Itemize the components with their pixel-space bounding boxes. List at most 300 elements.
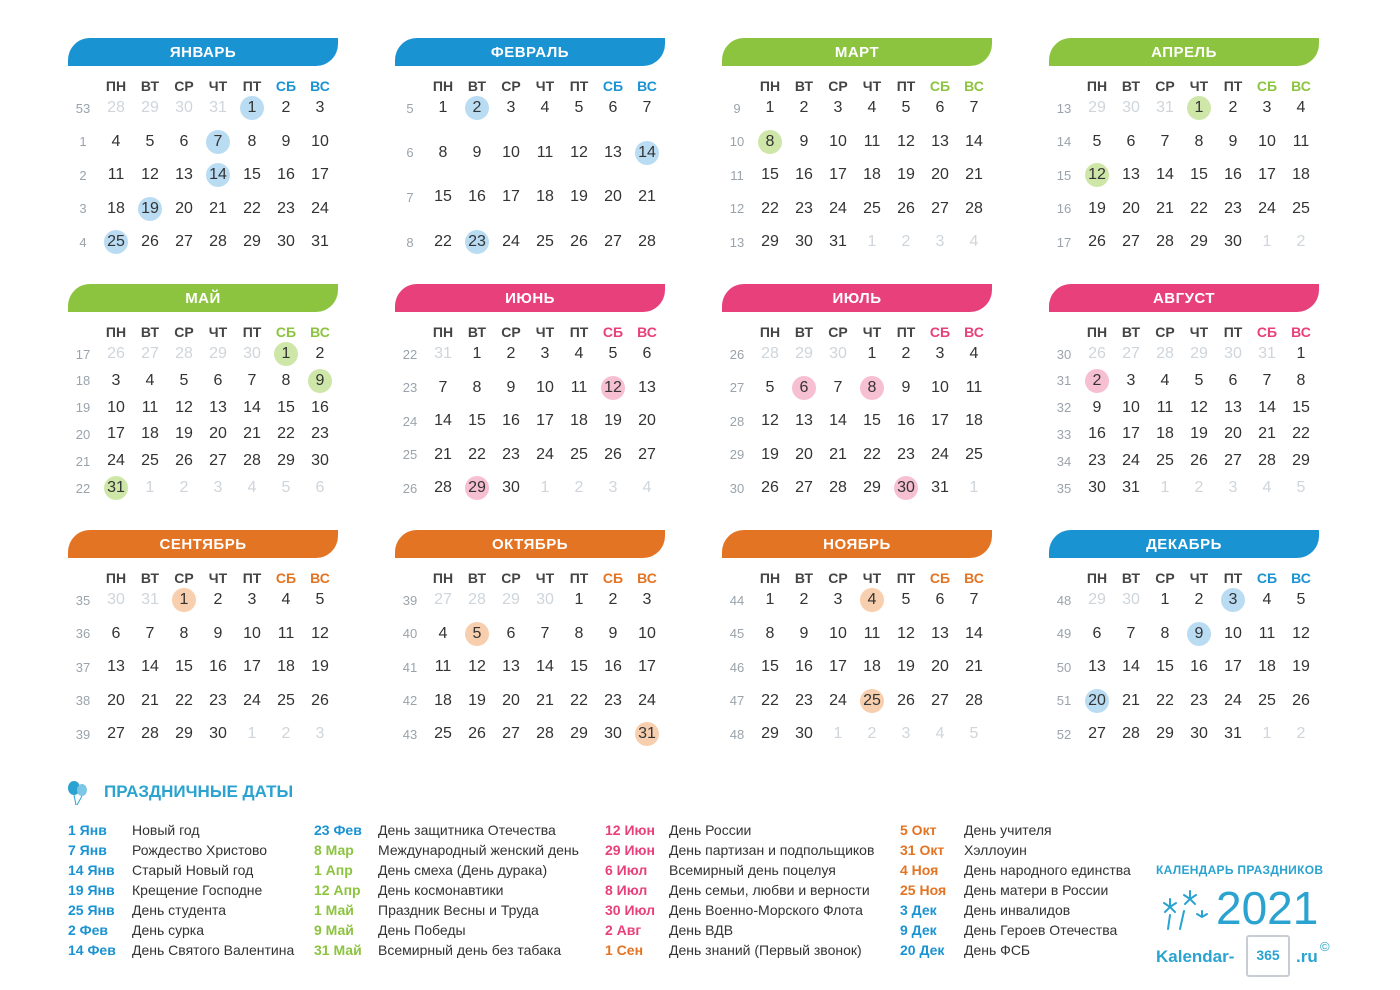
day-number: 26	[761, 479, 779, 496]
day-number: 20	[209, 425, 227, 443]
holiday-name: Крещение Господне	[132, 882, 263, 898]
holiday-date: 2 Авг	[605, 922, 642, 938]
day-cell	[1286, 421, 1316, 447]
day-number: 13	[1224, 398, 1242, 416]
weekday-header: СБ	[602, 78, 624, 94]
day-cell	[101, 368, 131, 394]
day-number: 24	[311, 199, 329, 217]
week-number: 31	[1056, 373, 1072, 389]
day-number: 2	[901, 345, 911, 362]
month-header: АВГУСТ	[1049, 284, 1319, 312]
weekday-header: ВТ	[1121, 570, 1141, 586]
day-number: 28	[1258, 452, 1276, 470]
day-number: 18	[965, 412, 983, 429]
day-number: 25	[863, 691, 881, 709]
adjacent-month-day	[1082, 587, 1112, 613]
holiday-date: 30 Июл	[605, 902, 656, 918]
holiday-day	[462, 229, 492, 255]
day-cell	[598, 341, 628, 367]
day-number: 18	[141, 425, 159, 443]
week-number: 3	[79, 201, 87, 216]
week-number: 20	[75, 426, 91, 442]
day-cell	[1286, 95, 1316, 121]
day-cell	[428, 229, 458, 255]
day-number: 5	[145, 132, 155, 150]
day-cell	[1252, 688, 1282, 714]
day-number: 4	[969, 233, 979, 250]
day-cell	[789, 95, 819, 121]
day-number: 30	[795, 725, 813, 742]
day-number: 26	[1088, 345, 1106, 362]
day-cell	[169, 229, 199, 255]
day-number: 30	[829, 345, 847, 362]
day-cell	[1116, 196, 1146, 222]
day-cell	[959, 621, 989, 647]
week-number: 46	[729, 659, 745, 675]
day-number: 18	[277, 658, 295, 675]
week-number: 50	[1056, 659, 1072, 675]
weekday-header: СБ	[929, 570, 951, 586]
day-number: 8	[472, 378, 482, 396]
day-number: 17	[829, 658, 847, 675]
day-cell	[823, 375, 853, 401]
day-cell	[1286, 395, 1316, 421]
day-cell	[1252, 196, 1282, 222]
day-number: 20	[1122, 199, 1140, 217]
adjacent-month-day	[1150, 341, 1180, 367]
holiday-day	[203, 162, 233, 188]
day-cell	[823, 408, 853, 434]
day-number: 19	[468, 691, 486, 709]
weekday-header: СБ	[602, 324, 624, 340]
day-number: 10	[243, 624, 261, 642]
day-cell	[857, 196, 887, 222]
month-1	[68, 38, 338, 268]
day-cell	[169, 654, 199, 680]
holiday-day	[462, 475, 492, 501]
day-cell	[857, 341, 887, 367]
day-number: 19	[897, 166, 915, 183]
holiday-day	[891, 475, 921, 501]
day-cell	[305, 196, 335, 222]
day-cell	[891, 162, 921, 188]
week-number: 18	[75, 373, 91, 389]
day-number: 28	[1156, 233, 1174, 250]
day-number: 30	[107, 591, 125, 608]
day-number: 12	[1088, 166, 1106, 183]
day-cell	[462, 721, 492, 747]
day-number: 2	[901, 233, 911, 250]
day-cell	[564, 95, 594, 121]
day-cell	[1082, 421, 1112, 447]
adjacent-month-day	[101, 95, 131, 121]
day-number: 27	[1224, 452, 1242, 470]
holiday-date: 5 Окт	[900, 822, 937, 838]
day-number: 2	[608, 591, 618, 608]
holiday-day	[101, 229, 131, 255]
day-number: 1	[969, 479, 979, 496]
holiday-day	[462, 95, 492, 121]
day-cell	[1184, 229, 1214, 255]
day-number: 25	[1292, 199, 1310, 217]
day-cell	[203, 587, 233, 613]
day-number: 7	[833, 378, 843, 396]
day-number: 14	[965, 624, 983, 642]
day-number: 19	[1088, 199, 1106, 217]
adjacent-month-day	[857, 721, 887, 747]
day-cell	[857, 95, 887, 121]
weekday-header: ВС	[637, 324, 657, 340]
adjacent-month-day	[1116, 341, 1146, 367]
day-number: 13	[931, 624, 949, 642]
day-cell	[1082, 196, 1112, 222]
day-number: 16	[1224, 166, 1242, 183]
day-number: 9	[1194, 624, 1204, 642]
week-number: 10	[729, 134, 745, 149]
week-number: 23	[402, 380, 418, 395]
day-cell	[1082, 721, 1112, 747]
day-cell	[755, 196, 785, 222]
day-number: 28	[1156, 345, 1174, 362]
day-cell	[101, 395, 131, 421]
week-number: 17	[75, 346, 91, 362]
day-number: 7	[1262, 371, 1272, 389]
day-number: 17	[243, 658, 261, 675]
day-number: 6	[608, 99, 618, 116]
month-11	[722, 530, 992, 760]
day-cell	[428, 140, 458, 166]
day-cell	[564, 688, 594, 714]
day-number: 23	[897, 445, 915, 463]
weekday-header: ЧТ	[1189, 324, 1209, 340]
day-number: 11	[1292, 132, 1310, 150]
day-number: 25	[863, 199, 881, 217]
adjacent-month-day	[1150, 475, 1180, 501]
day-cell	[959, 196, 989, 222]
day-number: 12	[570, 143, 588, 161]
day-number: 30	[243, 345, 261, 362]
day-cell	[891, 95, 921, 121]
day-cell	[598, 721, 628, 747]
day-cell	[789, 129, 819, 155]
day-number: 1	[867, 345, 877, 362]
day-cell	[1252, 368, 1282, 394]
weekday-header: СР	[501, 570, 521, 586]
day-number: 3	[1228, 479, 1238, 496]
week-number: 47	[729, 693, 745, 708]
day-number: 15	[761, 658, 779, 675]
weekday-header: ПН	[432, 78, 454, 94]
day-cell	[925, 442, 955, 468]
adjacent-month-day	[271, 721, 301, 747]
day-cell	[755, 375, 785, 401]
day-cell	[564, 442, 594, 468]
adjacent-month-day	[135, 95, 165, 121]
day-cell	[598, 408, 628, 434]
day-number: 4	[867, 591, 877, 608]
day-number: 17	[536, 412, 554, 429]
day-cell	[1184, 395, 1214, 421]
holiday-date: 14 Янв	[68, 862, 115, 878]
day-cell	[496, 654, 526, 680]
week-number: 39	[75, 726, 91, 742]
day-cell	[271, 229, 301, 255]
day-number: 31	[141, 591, 159, 608]
weekday-header: ПН	[432, 570, 454, 586]
day-number: 14	[243, 398, 261, 416]
day-cell	[1150, 196, 1180, 222]
day-number: 21	[434, 445, 452, 463]
day-number: 12	[175, 398, 193, 416]
day-number: 13	[209, 398, 227, 416]
holiday-day	[1082, 688, 1112, 714]
day-cell	[1286, 654, 1316, 680]
day-number: 27	[931, 691, 949, 709]
week-number: 21	[75, 453, 91, 469]
calendar-box-icon	[1246, 935, 1290, 977]
day-number: 27	[434, 591, 452, 608]
weekday-header: ЧТ	[1189, 78, 1209, 94]
day-cell	[1184, 721, 1214, 747]
day-number: 17	[502, 188, 520, 206]
day-number: 13	[1122, 166, 1140, 183]
holiday-date: 20 Дек	[900, 942, 945, 958]
day-number: 8	[438, 143, 448, 161]
day-cell	[135, 421, 165, 447]
day-number: 18	[107, 199, 125, 217]
day-number: 5	[281, 479, 291, 496]
day-cell	[1218, 368, 1248, 394]
day-cell	[755, 229, 785, 255]
adjacent-month-day	[789, 341, 819, 367]
day-number: 15	[243, 166, 261, 183]
day-cell	[428, 654, 458, 680]
day-number: 4	[969, 345, 979, 362]
day-number: 2	[799, 591, 809, 608]
week-number: 40	[402, 626, 418, 641]
weekday-header: СБ	[602, 570, 624, 586]
day-cell	[789, 587, 819, 613]
holiday-date: 1 Сен	[605, 942, 644, 958]
day-cell	[1252, 395, 1282, 421]
holiday-day	[755, 129, 785, 155]
day-number: 12	[1292, 624, 1310, 642]
day-number: 14	[829, 412, 847, 429]
day-cell	[496, 408, 526, 434]
day-number: 24	[1258, 199, 1276, 217]
day-number: 20	[604, 188, 622, 206]
day-cell	[1286, 448, 1316, 474]
day-number: 26	[107, 345, 125, 362]
day-cell	[925, 375, 955, 401]
day-number: 5	[315, 591, 325, 608]
week-number: 24	[402, 413, 418, 429]
day-number: 1	[765, 99, 775, 116]
day-number: 14	[965, 132, 983, 150]
day-number: 16	[1088, 425, 1106, 443]
weekday-header: ПН	[105, 78, 127, 94]
day-number: 31	[1122, 479, 1140, 496]
day-cell	[169, 196, 199, 222]
day-number: 24	[931, 445, 949, 463]
weekday-header: ПТ	[896, 570, 916, 586]
holiday-name: День Военно-Морского Флота	[669, 902, 863, 918]
adjacent-month-day	[271, 475, 301, 501]
holiday-day	[857, 587, 887, 613]
day-number: 29	[1292, 452, 1310, 470]
day-cell	[1252, 162, 1282, 188]
month-header: МАРТ	[722, 38, 992, 66]
holiday-day	[271, 341, 301, 367]
day-number: 27	[141, 345, 159, 362]
day-number: 23	[468, 233, 486, 250]
day-number: 26	[1190, 452, 1208, 470]
day-cell	[1150, 688, 1180, 714]
week-number: 43	[402, 726, 418, 742]
day-number: 14	[1122, 658, 1140, 675]
day-number: 8	[1160, 624, 1170, 642]
day-cell	[1150, 162, 1180, 188]
weekday-header: ВС	[964, 324, 984, 340]
day-cell	[1150, 448, 1180, 474]
day-number: 6	[506, 624, 516, 642]
day-cell	[823, 475, 853, 501]
adjacent-month-day	[1286, 721, 1316, 747]
day-cell	[632, 688, 662, 714]
day-cell	[564, 375, 594, 401]
holiday-name: Всемирный день без табака	[378, 942, 562, 958]
adjacent-month-day	[598, 475, 628, 501]
day-number: 31	[638, 725, 656, 742]
day-cell	[1252, 654, 1282, 680]
holiday-name: День Святого Валентина	[132, 942, 295, 958]
holiday-name: Новый год	[132, 822, 200, 838]
day-number: 10	[536, 378, 554, 396]
weekday-header: СР	[174, 78, 194, 94]
week-number: 48	[729, 726, 745, 742]
weekday-header: СР	[501, 78, 521, 94]
day-cell	[135, 162, 165, 188]
day-number: 1	[1296, 345, 1306, 362]
adjacent-month-day	[1252, 229, 1282, 255]
day-number: 4	[1262, 591, 1272, 608]
day-cell	[564, 721, 594, 747]
day-number: 6	[642, 345, 652, 362]
day-cell	[203, 621, 233, 647]
weekday-header: ВТ	[1121, 324, 1141, 340]
day-cell	[1184, 196, 1214, 222]
weekday-header: ПН	[432, 324, 454, 340]
day-cell	[237, 229, 267, 255]
day-cell	[135, 368, 165, 394]
day-cell	[598, 95, 628, 121]
holiday-day	[135, 196, 165, 222]
day-cell	[305, 162, 335, 188]
day-number: 15	[863, 412, 881, 429]
week-number: 5	[406, 100, 414, 116]
weekday-header: ВС	[637, 570, 657, 586]
week-number: 29	[729, 447, 745, 462]
adjacent-month-day	[169, 475, 199, 501]
month-header: ФЕВРАЛЬ	[395, 38, 665, 66]
day-cell	[428, 621, 458, 647]
day-number: 29	[1088, 591, 1106, 608]
day-cell	[496, 621, 526, 647]
day-number: 5	[1194, 371, 1204, 389]
day-cell	[755, 408, 785, 434]
day-cell	[1184, 368, 1214, 394]
day-cell	[496, 375, 526, 401]
day-cell	[237, 196, 267, 222]
week-number: 6	[406, 145, 414, 161]
day-number: 30	[209, 725, 227, 742]
holiday-name: День смеха (День дурака)	[378, 862, 548, 878]
day-number: 25	[536, 233, 554, 250]
holiday-name: День Победы	[378, 922, 466, 938]
weekday-header: ВТ	[794, 324, 814, 340]
day-cell	[1184, 688, 1214, 714]
holiday-day	[1218, 587, 1248, 613]
holiday-name: День семьи, любви и верности	[669, 882, 870, 898]
day-number: 13	[795, 412, 813, 429]
day-number: 16	[502, 412, 520, 429]
day-number: 17	[829, 166, 847, 183]
day-number: 8	[765, 624, 775, 642]
day-number: 18	[434, 691, 452, 709]
day-number: 8	[765, 132, 775, 150]
week-number: 22	[402, 346, 418, 362]
day-number: 9	[1092, 398, 1102, 416]
weekday-header: ВС	[310, 78, 330, 94]
holiday-date: 6 Июл	[605, 862, 648, 878]
holiday-day	[857, 375, 887, 401]
day-number: 30	[502, 479, 520, 496]
day-number: 5	[179, 371, 189, 389]
week-number: 44	[729, 592, 745, 608]
day-cell	[959, 408, 989, 434]
day-number: 10	[311, 132, 329, 150]
day-number: 21	[1258, 425, 1276, 443]
day-number: 19	[570, 188, 588, 206]
month-header: ЯНВАРЬ	[68, 38, 338, 66]
day-number: 30	[1122, 591, 1140, 608]
day-number: 24	[107, 452, 125, 470]
day-cell	[1116, 229, 1146, 255]
day-number: 21	[965, 658, 983, 675]
weekday-header: СР	[828, 570, 848, 586]
adjacent-month-day	[1218, 341, 1248, 367]
day-number: 12	[468, 658, 486, 675]
day-cell	[428, 408, 458, 434]
day-number: 3	[1262, 99, 1272, 116]
adjacent-month-day	[530, 475, 560, 501]
day-cell	[789, 721, 819, 747]
day-number: 14	[1258, 398, 1276, 416]
day-number: 3	[540, 345, 550, 362]
week-number: 26	[402, 480, 418, 496]
day-number: 15	[434, 188, 452, 206]
day-number: 8	[1296, 371, 1306, 389]
day-cell	[305, 129, 335, 155]
day-number: 20	[1224, 425, 1242, 443]
day-number: 11	[1258, 624, 1276, 642]
day-cell	[1218, 654, 1248, 680]
day-cell	[598, 688, 628, 714]
day-cell	[632, 587, 662, 613]
day-number: 1	[1160, 479, 1170, 496]
day-number: 1	[867, 233, 877, 250]
day-number: 5	[1092, 132, 1102, 150]
